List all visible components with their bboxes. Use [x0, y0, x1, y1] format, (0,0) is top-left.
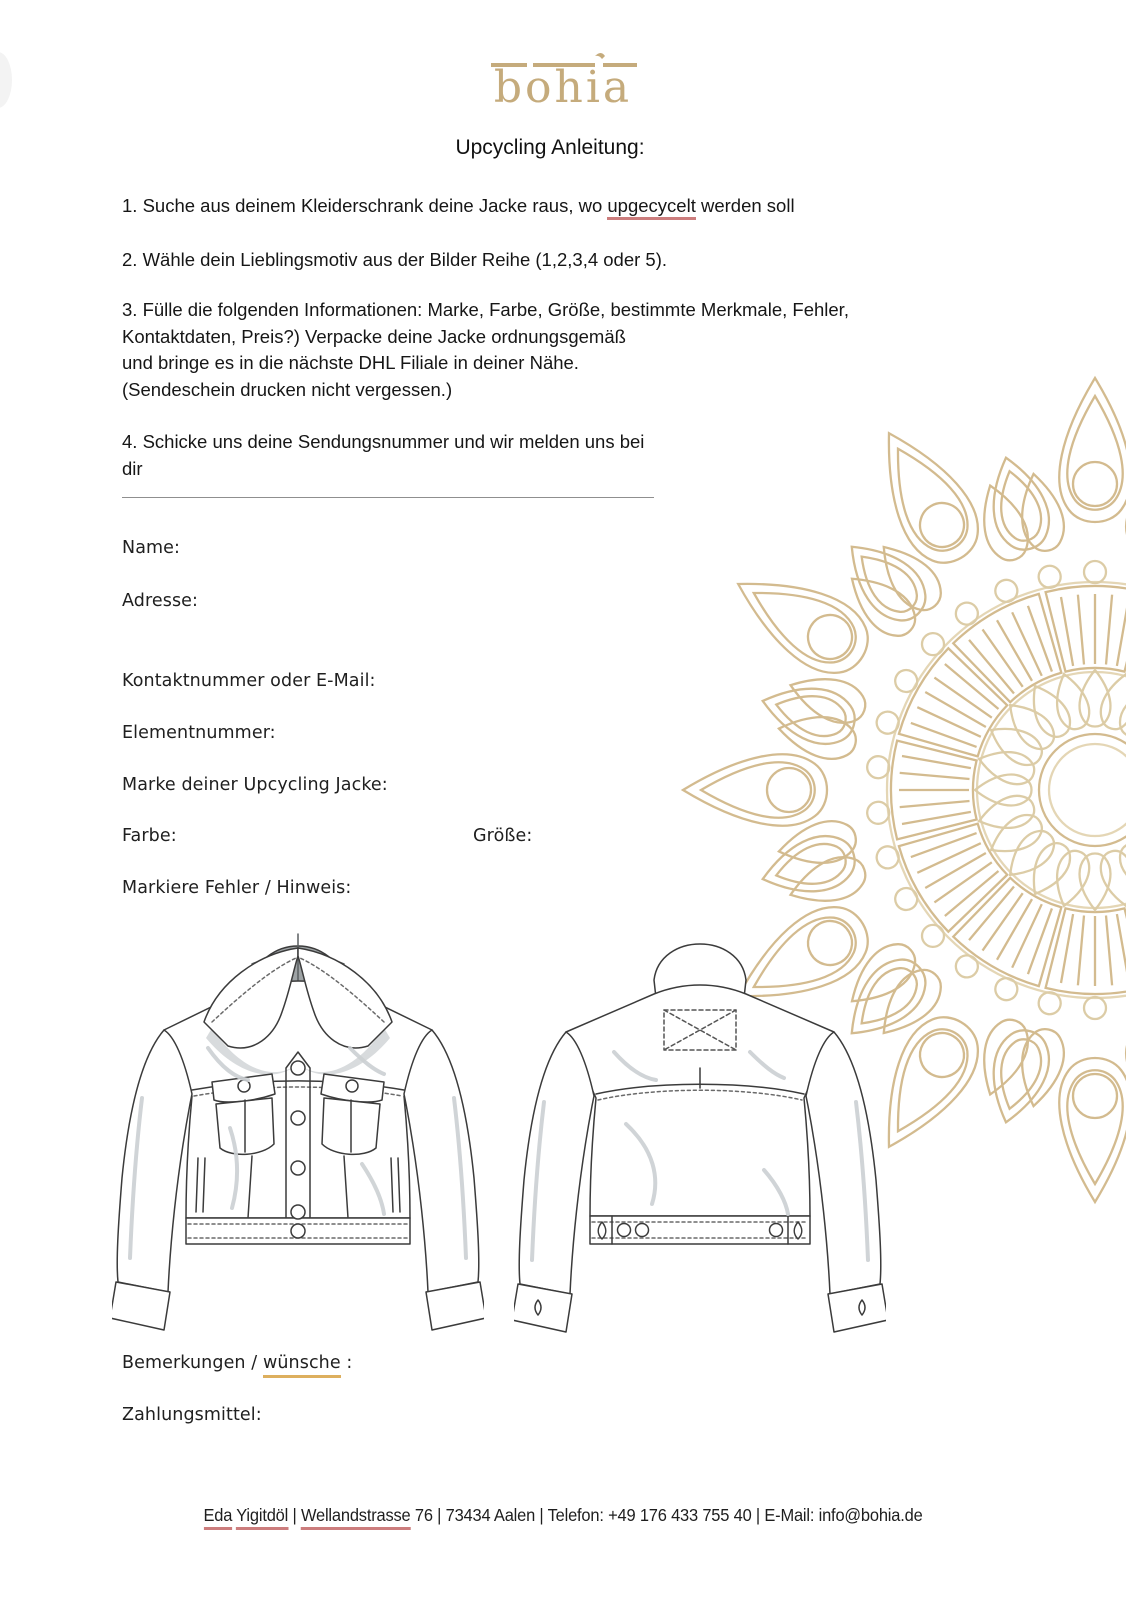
bemerkungen-text: Bemerkungen /	[122, 1353, 263, 1373]
step1-text: 1. Suche aus deinem Kleiderschrank deine Jacke raus, wo	[122, 195, 608, 216]
bemerkungen-colon: :	[340, 1353, 353, 1373]
step1-spellcheck-word: upgecycelt	[607, 195, 695, 220]
jacket-front-sketch	[112, 918, 484, 1334]
footer-rest: 76 | 73434 Aalen | Telefon: +49 176 433 755 40 | E-Mail: info@bohia.de	[410, 1505, 923, 1525]
field-label-marke: Marke deiner Upcycling Jacke:	[122, 775, 388, 795]
field-label-groesse: Größe:	[473, 826, 533, 846]
brand-logo	[0, 48, 1126, 119]
footer-contact-line	[34, 1505, 1092, 1526]
field-label-elementnummer: Elementnummer:	[122, 723, 276, 743]
field-label-name: Name:	[122, 538, 181, 558]
step3-line3: und bringe es in die nächste DHL Filiale in deiner Nähe.	[122, 352, 579, 373]
step4-line2: dir	[122, 457, 143, 479]
page-title: Upcycling Anleitung:	[455, 136, 645, 159]
step3-line4: (Sendeschein drucken nicht vergessen.)	[122, 378, 453, 400]
footer-name-first: Eda	[203, 1505, 232, 1530]
instruction-step-2: 2. Wähle dein Lieblingsmotiv aus der Bilder Reihe (1,2,3,4 oder 5).	[122, 249, 668, 270]
footer-sep2: |	[288, 1505, 301, 1525]
field-label-markiere: Markiere Fehler / Hinweis:	[122, 878, 352, 898]
instruction-step-1	[122, 193, 795, 220]
bemerkungen-underlined-word: wünsche	[263, 1353, 341, 1378]
bohia-logo-icon	[463, 48, 663, 114]
section-divider	[122, 497, 654, 498]
field-label-kontakt: Kontaktnummer oder E-Mail:	[122, 671, 376, 691]
jacket-back-sketch	[514, 918, 886, 1334]
field-label-zahlungsmittel: Zahlungsmittel:	[122, 1405, 262, 1425]
step3-line1: 3. Fülle die folgenden Informationen: Marke, Farbe, Größe, bestimmte Merkmale, Fehler,	[122, 299, 849, 320]
step3-line2: Kontaktdaten, Preis?) Verpacke deine Jacke ordnungsgemäß	[122, 325, 626, 347]
footer-name-last: Yigitdöl	[236, 1505, 288, 1530]
step4-line1: 4. Schicke uns deine Sendungsnummer und wir melden uns bei	[122, 431, 645, 452]
logo-text: bohia	[493, 62, 633, 113]
field-label-adresse: Adresse:	[122, 591, 199, 611]
step1-text-end: werden soll	[695, 195, 795, 216]
field-label-bemerkungen	[122, 1353, 352, 1373]
instruction-step-4	[122, 429, 644, 482]
field-label-farbe: Farbe:	[122, 826, 177, 846]
footer-street: Wellandstrasse	[301, 1505, 411, 1530]
